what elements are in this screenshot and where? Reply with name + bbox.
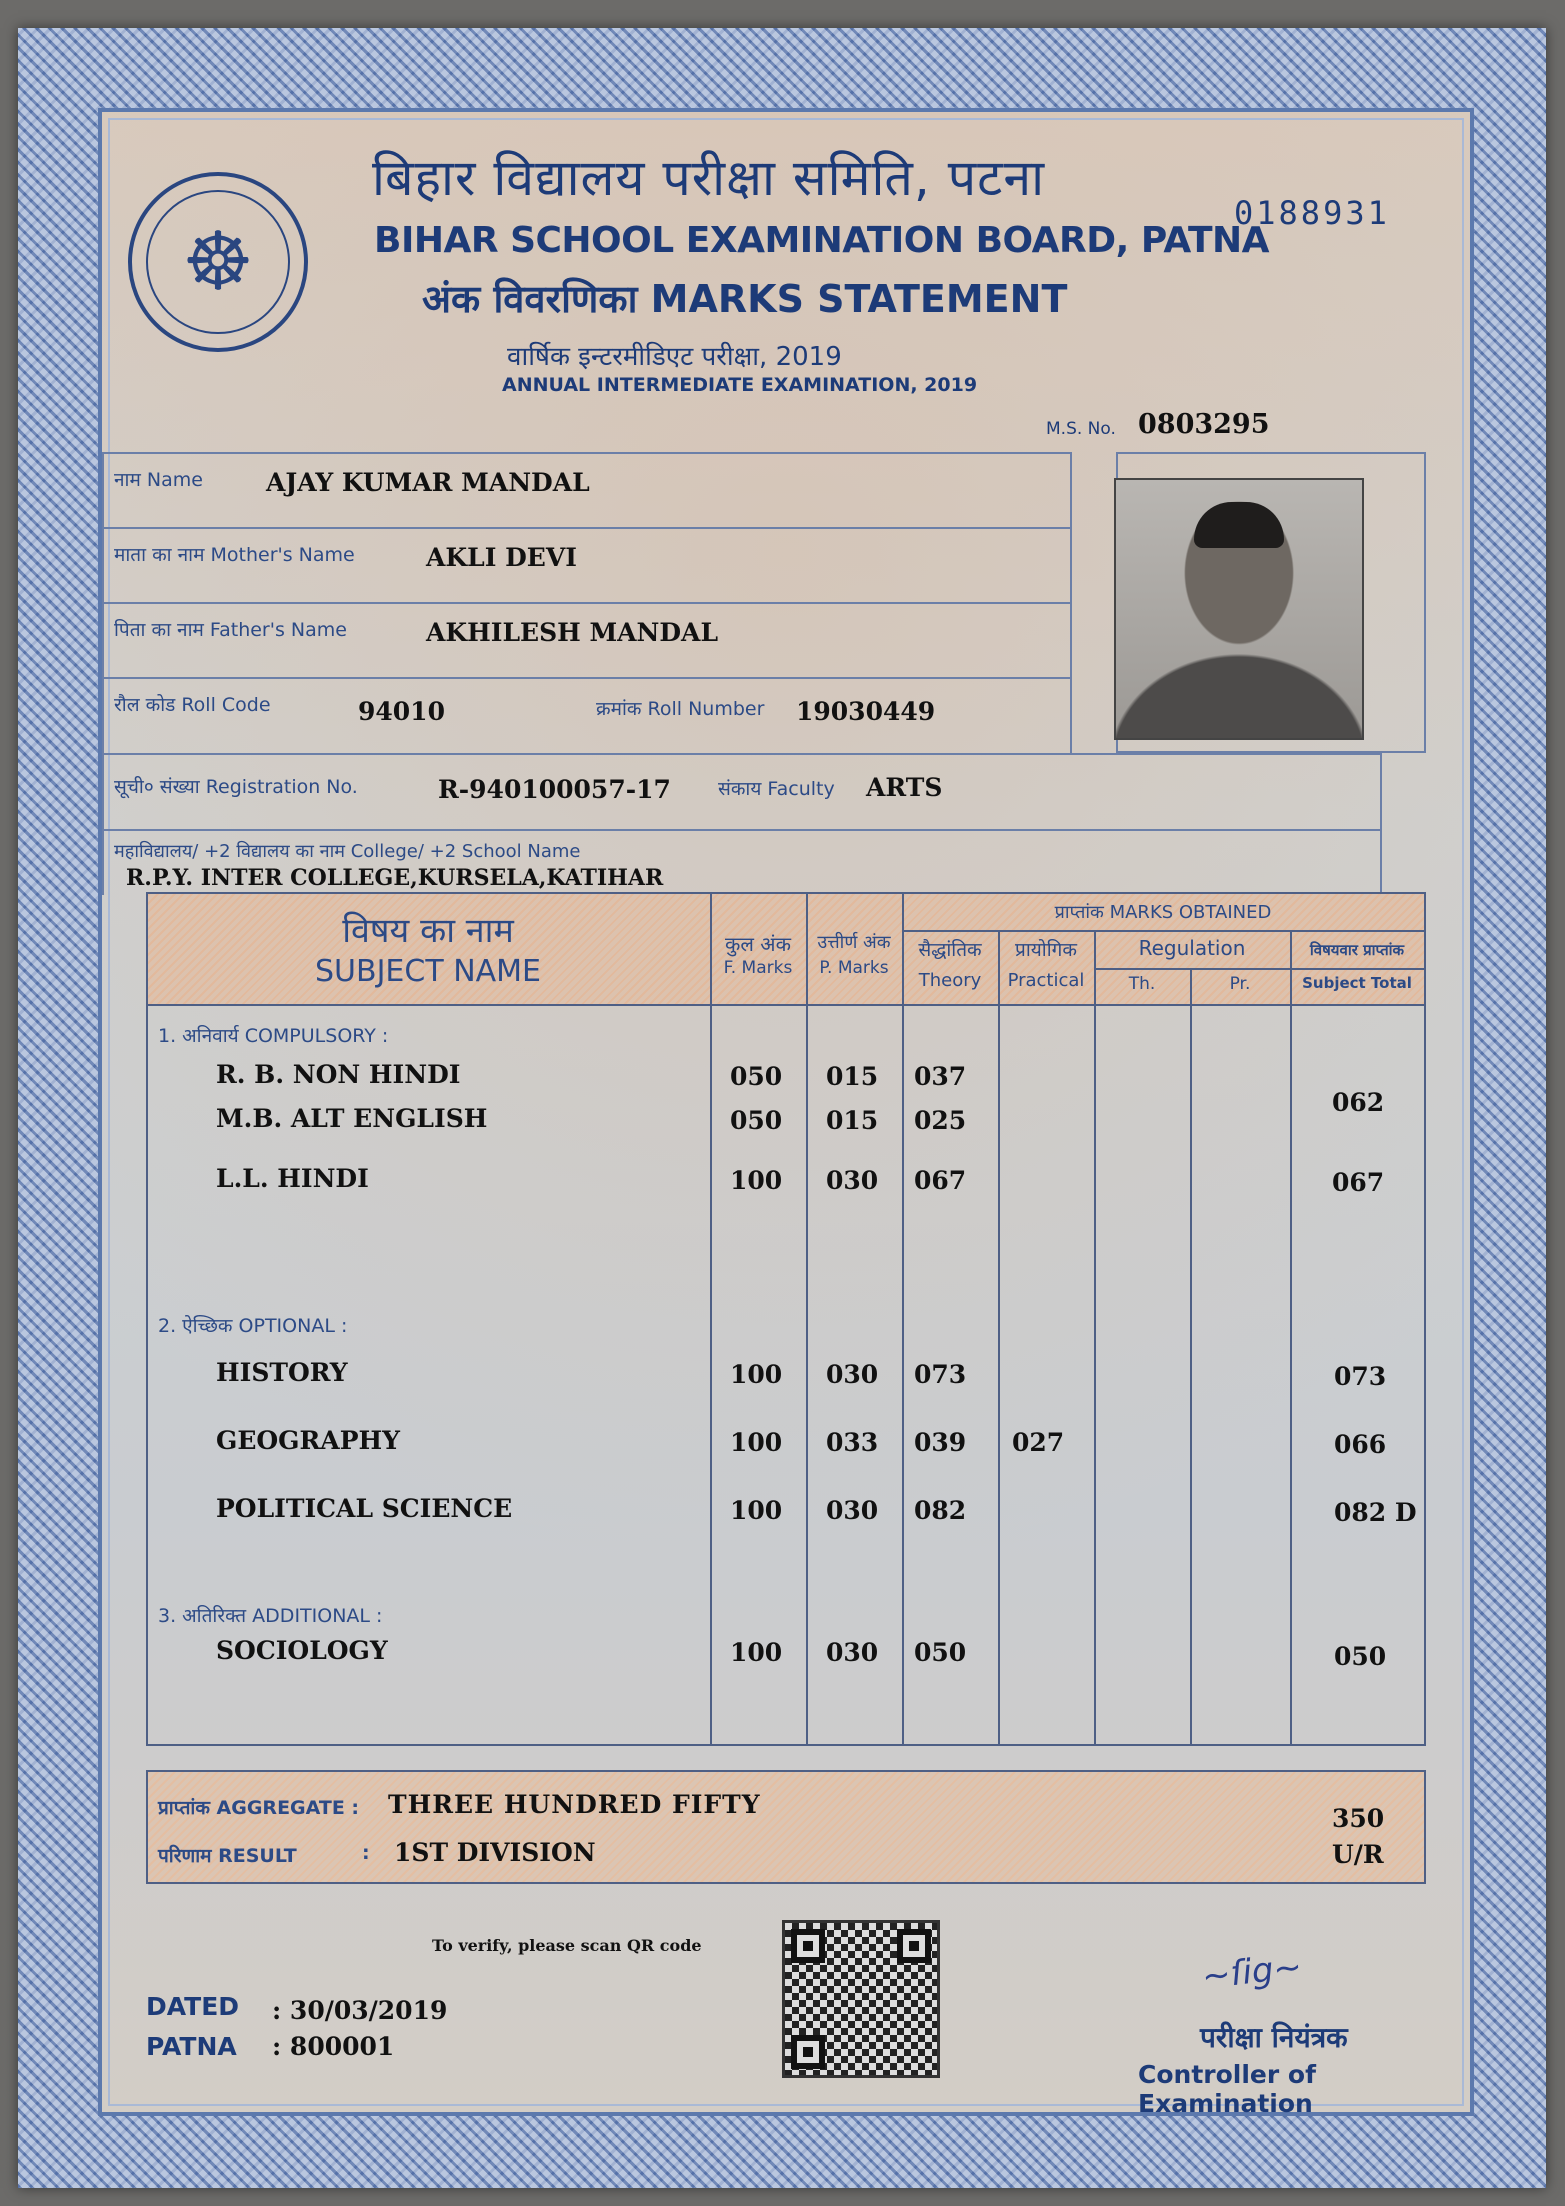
serial-number: 0188931	[1234, 194, 1390, 232]
result-label: परिणाम RESULT	[158, 1845, 297, 1867]
result-colon: :	[362, 1842, 370, 1864]
pass-marks: 030	[826, 1496, 879, 1525]
theory-marks: 025	[914, 1106, 967, 1135]
father-value: AKHILESH MANDAL	[426, 618, 719, 647]
theory-marks: 082	[914, 1496, 967, 1525]
combined-subject-total: 062	[1332, 1088, 1385, 1117]
student-photo	[1114, 478, 1364, 740]
exam-title-hindi: वार्षिक इन्टरमीडिएट परीक्षा, 2019	[507, 342, 842, 372]
full-marks: 100	[730, 1638, 783, 1667]
controller-signature-icon: ~ſig~	[1200, 1946, 1304, 1998]
aggregate-box	[146, 1770, 1426, 1884]
result-category: U/R	[1332, 1840, 1384, 1869]
registration-value: R-940100057-17	[438, 775, 671, 804]
pass-marks: 033	[826, 1428, 879, 1457]
practical-header-hindi: प्रायोगिक	[1015, 939, 1077, 961]
pass-marks: 030	[826, 1638, 879, 1667]
faculty-value: ARTS	[866, 773, 943, 802]
qr-code[interactable]	[782, 1920, 940, 2078]
full-marks: 100	[730, 1166, 783, 1195]
roll-row	[102, 677, 1072, 753]
result-value: 1ST DIVISION	[394, 1838, 596, 1867]
ms-no-value: 0803295	[1138, 409, 1270, 440]
name-value: AJAY KUMAR MANDAL	[266, 468, 590, 497]
father-row	[102, 602, 1072, 677]
subject-name: R. B. NON HINDI	[216, 1060, 461, 1089]
registration-label: सूची० संख्या Registration No.	[114, 776, 358, 798]
fmarks-header-english: F. Marks	[723, 958, 793, 978]
certificate-border	[18, 28, 1546, 2188]
pass-marks: 030	[826, 1166, 879, 1195]
subject-header-hindi: विषय का नाम	[342, 911, 514, 951]
pmarks-header-hindi: उत्तीर्ण अंक	[817, 932, 891, 953]
regulation-theory-header: Th.	[1128, 974, 1156, 994]
theory-header-english: Theory	[918, 970, 982, 991]
full-marks: 050	[730, 1062, 783, 1091]
subject-name: HISTORY	[216, 1358, 348, 1387]
name-label: नाम Name	[114, 469, 203, 491]
theory-marks: 067	[914, 1166, 967, 1195]
section-compulsory: 1. अनिवार्य COMPULSORY :	[158, 1025, 389, 1047]
aggregate-value: 350	[1332, 1804, 1385, 1833]
section-additional: 3. अतिरिक्त ADDITIONAL :	[158, 1605, 383, 1627]
board-seal-icon: ☸	[128, 172, 308, 352]
marks-statement	[98, 108, 1474, 2116]
roll-code-value: 94010	[358, 697, 445, 726]
exam-title-english: ANNUAL INTERMEDIATE EXAMINATION, 2019	[502, 374, 978, 396]
roll-number-value: 19030449	[796, 697, 936, 726]
board-title-hindi: बिहार विद्यालय परीक्षा समिति, पटना	[372, 149, 1046, 207]
subject-name: GEOGRAPHY	[216, 1426, 400, 1455]
mother-label: माता का नाम Mother's Name	[114, 544, 355, 566]
mother-row	[102, 527, 1072, 602]
subject-total-header-hindi: विषयवार प्राप्तांक	[1309, 941, 1405, 959]
subject-total-header-english: Subject Total	[1302, 974, 1412, 992]
subject-name: L.L. HINDI	[216, 1164, 369, 1193]
college-row	[102, 829, 1382, 895]
aggregate-words: THREE HUNDRED FIFTY	[388, 1790, 761, 1819]
subject-name: SOCIOLOGY	[216, 1636, 388, 1665]
full-marks: 050	[730, 1106, 783, 1135]
statement-title: अंक विवरणिका MARKS STATEMENT	[422, 277, 1068, 321]
board-title-english: BIHAR SCHOOL EXAMINATION BOARD, PATNA	[374, 220, 1270, 261]
section-optional: 2. ऐच्छिक OPTIONAL :	[158, 1315, 348, 1337]
subject-total: 073	[1334, 1362, 1387, 1391]
college-label: महाविद्यालय/ +2 विद्यालय का नाम College/ +2 School Name	[114, 841, 581, 862]
father-label: पिता का नाम Father's Name	[114, 619, 347, 641]
theory-header-hindi: सैद्धांतिक	[918, 939, 982, 961]
subject-name: POLITICAL SCIENCE	[216, 1494, 513, 1523]
full-marks: 100	[730, 1428, 783, 1457]
verify-note: To verify, please scan QR code	[432, 1936, 702, 1955]
theory-marks: 037	[914, 1062, 967, 1091]
full-marks: 100	[730, 1496, 783, 1525]
roll-code-label: रौल कोड Roll Code	[114, 694, 271, 716]
pass-marks: 030	[826, 1360, 879, 1389]
marks-obtained-header: प्राप्तांक MARKS OBTAINED	[1054, 902, 1272, 923]
subject-header-english: SUBJECT NAME	[315, 954, 541, 989]
practical-header-english: Practical	[1007, 970, 1085, 991]
aggregate-label: प्राप्तांक AGGREGATE :	[158, 1797, 360, 1819]
marks-table	[146, 892, 1426, 1746]
subject-total: 067	[1332, 1168, 1385, 1197]
fmarks-header-hindi: कुल अंक	[725, 932, 791, 956]
college-value: R.P.Y. INTER COLLEGE,KURSELA,KATIHAR	[126, 865, 664, 891]
subject-total: 066	[1334, 1430, 1387, 1459]
theory-marks: 073	[914, 1360, 967, 1389]
dated-label: DATED	[146, 1992, 240, 2021]
registration-row	[102, 753, 1382, 829]
full-marks: 100	[730, 1360, 783, 1389]
regulation-practical-header: Pr.	[1229, 974, 1251, 994]
ms-no-label: M.S. No.	[1046, 419, 1116, 439]
subject-total: 082 D	[1334, 1498, 1417, 1527]
dated-value: : 30/03/2019	[272, 1996, 448, 2025]
pmarks-header-english: P. Marks	[819, 958, 889, 978]
place-label: PATNA	[146, 2032, 237, 2061]
pin-value: : 800001	[272, 2032, 395, 2061]
practical-marks: 027	[1012, 1428, 1065, 1457]
pass-marks: 015	[826, 1062, 879, 1091]
roll-number-label: क्रमांक Roll Number	[596, 698, 765, 720]
subject-total: 050	[1334, 1642, 1387, 1671]
theory-marks: 039	[914, 1428, 967, 1457]
name-row	[102, 452, 1072, 527]
theory-marks: 050	[914, 1638, 967, 1667]
mother-value: AKLI DEVI	[426, 543, 577, 572]
faculty-label: संकाय Faculty	[718, 778, 835, 800]
controller-title-english: Controller of Examination	[1138, 2060, 1316, 2118]
subject-name: M.B. ALT ENGLISH	[216, 1104, 488, 1133]
pass-marks: 015	[826, 1106, 879, 1135]
controller-title-hindi: परीक्षा नियंत्रक	[1200, 2021, 1348, 2054]
regulation-header: Regulation	[1138, 936, 1246, 960]
